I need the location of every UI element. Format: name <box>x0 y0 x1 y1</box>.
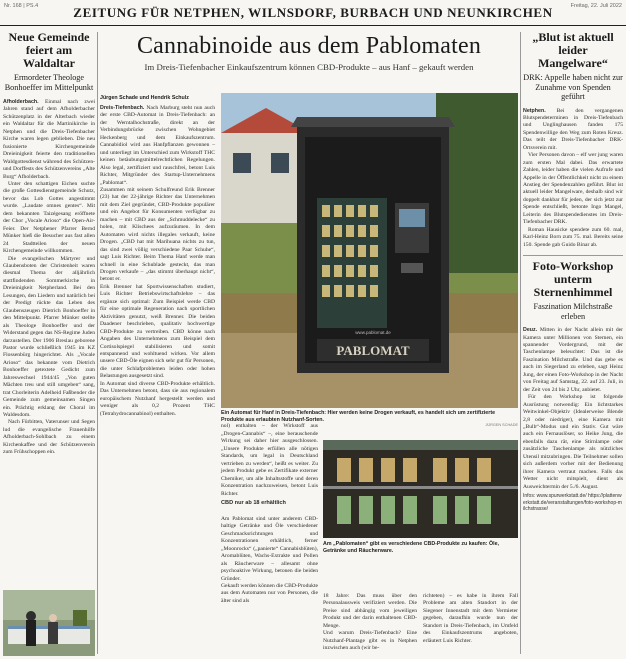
byline: Jürgen Schade und Hendrik Schulz <box>100 95 189 101</box>
right-paragraph: Roman Hausicke spendete zum 60. mal, Karl-Heinz Born zum 75. mal. Bereits seine 150. Spende gab Guido Binar ab. <box>523 226 623 248</box>
page-meta: Nr. 168 | PS.4 <box>4 3 39 9</box>
products-photo <box>323 440 518 538</box>
main-col-3: 18 Jahre: Das muss über den Personalausweis verifiziert werden. Die Preise sind abhängig vom jeweiligen Produkt und der darin enthaltenen CBD-Menge. Und warum Dreis-Tiefenbach? Eine Nutzhanf-Plantage gibt es in Netphen inzwischen auch (wir be- <box>323 593 417 652</box>
right-paragraph: Mitten in der Nacht allein mit der Kamera unter Millionen von Sternen, ein spannender Vordergrund, mit der Taschenlampe beleuchtet: Das ist die Faszination Milchstraße. Und das gebe es auch im Siegerland zu erleben, sagt Heinz Jung, der einen Foto-Workshop in der Nacht von Freitag auf Samstag, 22. auf 23. Juli, in der Zeit von 24 bis 2 Uhr, anbietet. <box>523 327 623 393</box>
page-header <box>0 0 626 26</box>
main-dateline: Dreis-Tiefenbach. <box>100 105 145 111</box>
photo2-caption: Am „Pablomaten“ gibt es verschiedene CBD-Produkte zu kaufen: Öle, Getränke und Räucherware. <box>323 541 500 554</box>
left-paragraph: Unter den schattigen Eichen suchte die große Gottesdienstgemeinde Schutz, bevor das Lob Gottes angestimmt wurde. „Laudate omnes gentes“. Mit dem bekannten Taizégesang eröffnete der Chor „Vocale Arioso“ die Open-Air-Feier. Der Netphener Pfarrer Bernd Münker hieß die Besucher aus fast allen 24 Stadtteilen der neuen Kirchengemeinde willkommen. <box>3 180 95 255</box>
right-body-1 <box>523 108 623 250</box>
pablomat-sign: PABLOMAT <box>336 343 410 358</box>
left-paragraph: Einmal nach zwei Jahren stand auf dem Afholderbacher Schützenplatz in der Alterbach wieder ein Waldaltar für die Martinikirche in Netphen und die Dreis-Tiefenbacher Kirche waren legen geblieben. Die neu fusionierte Kirchengemeinde Dreieinigkeit feierte den traditionellen Waldgottesdienst während des Schützen- und Dorffests des Schützenvereins „Alte Burg“ Afholderbach. <box>3 99 95 180</box>
right-headline-2: Foto-Workshop unterm Sternenhimmel <box>532 259 614 300</box>
main-col-1 <box>100 105 215 418</box>
column-rule <box>97 32 98 654</box>
right-dateline-2: Deuz. <box>523 327 538 334</box>
main-col-1-text: Nach Marburg steht nun auch der erste CBD-Automat in Dreis-Tiefenbach: an der Werntalhochstraße, direkt an der Verbindungsbrücke zwischen Wohngebiet Heckenberg und dem Einkaufszentrum. Cannabidiol wird aus Hanfpflanzen gewonnen – und unterliegt im Unterschied zum Wirkstoff THC keinen betäubungsmittelrechtlichen Regelungen. Also legal, zertifiziert und rauschfrei, betont Luis Richter, Mitgründer des Startup-Unternehmens „Pablomat“. Zusammen mit seinem Schulfreund Erik Brenner (23) hat der 22-jährige Richter das Unternehmen mit dem Ziel gegründet, CBD-Produkte populärer und ein Angebot für Konsumenten verfügbar zu machen – mit CBD aus der „Schmuddelecke“ zu holen, mit Klischees aufzuräumen. In dem Automaten wird nichts illegales verkauft, keine Drogen. „CBD hat mit Marihuana nichts zu tun, das sind zwei völlig verschiedene Paar Schuhe“, sagt Luis Richter. Beim Thema Hanf werde man schnell in eine Schublade gesteckt, das man Drogen verkaufe – „das stimmt überhaupt nicht“, betont er. Erik Brenner hat Sportwissenschaften studiert, Luis Richter Betriebswirtschaftslehre – das ergänze sich optimal: Zum Beispiel werde CBD für eine optimale Regeneration nach sportlichen Aktivitäten genutzt, weiß Brenner. Die beiden Daadener beschrieben, qualitativ hochwertige CBD-Produkte zu vertreiben. CBD könne nach Angaben des Unternehmens zum Beispiel dem Cortisolspiegel stabilisieren und somit entspannend und wohltuend wirken. Vor allem unsere CBD-Öle eignen sich sehr gut für Personen, die unter Schlafproblemen leiden oder hohen Belastungen ausgesetzt sind. In Automat sind diverse CBD-Produkte erhältlich. Das Unternehmen betont, dass sie aus regionalem europäischem Nutzhanf hergestellt werden und weniger als 0,2 Prozent THC (Tetrahydrocannabinol) enthalten. <box>100 105 215 417</box>
right-column <box>523 31 623 656</box>
main-col-2 <box>221 416 318 605</box>
right-paragraph: Für den Workshop ist folgende Ausrüstung notwendig: Ein lichtstarkes Weitwinkel-Objektiv (Idealerweise Blende 2,8 oder niedriger), eine Kamera mit „Bulb“-Modus und ein Stativ. Gut wäre auch ein Fernauslöser, so Heike Jung, die ebenfalls dazu rät, eine Stirnlampe oder zusätzliche Taschenlampe als nützliches Utensil mitzubringen. Die Teilnehmer sollen sich außerdem vorher mit der Bedienung ihrer Kamera vertraut machen. Falls das Wetter nicht mitspielt, dient als Ausweichtermin der 5./6. August. <box>523 394 623 490</box>
left-headline: Neue Gemeinde feiert am Waldaltar <box>8 31 90 70</box>
left-subline: Ermordeter Theologe Bonhoeffer im Mittelpunkt <box>4 73 94 92</box>
right-body-2 <box>523 327 623 491</box>
pablomat-url: www.pablomat.de <box>355 330 391 335</box>
main-subhead: CBD nur ab 18 erhältlich <box>221 499 286 506</box>
right-dateline-1: Netphen. <box>523 107 546 114</box>
altar-photo <box>3 590 95 656</box>
main-col-2-body: Am Pablomat sind unter anderem CBD-haltige Getränke und Öle verschiedener Geschmacksrichtungen und Konzentrationen erhältlich, ferner „Moonrocks“ („panierte“ Cannabisblüten), Aromablüten, Wachs-Extrakte und Pollen als Räucherware – allesamt ohne psychoaktive Wirkung, betonen die beiden Gründer. Gekauft werden können die CBD-Produkte aus dem Automaten nur von Personen, die älter sind als <box>221 515 318 604</box>
main-col-4: richteten) – es habe in ihrem Fall Probleme am alten Standort in der Siegener Innenstadt mit dem Vermieter gegeben, daraufhin wurde nun der Standort in Dreis-Tiefenbach, im Umfeld des Einkaufszentrums angeboten, erläutert Luis Richter. <box>423 593 518 644</box>
photo1-caption-block <box>221 410 518 427</box>
photo1-credit: JÜRGEN SCHADE <box>485 423 518 428</box>
main-col-2-intro: nol) enthalten – der Wirkstoff aus „Drogen-Cannabis“ –, eine berauschende Wirkung sei daher hier ausgeschlossen. „Unsere Produkte erfüllen alle nötigen Standards, um legal in Deutschland vertrieben zu werden“, heißt es weiter. Zu jedem Produkt gebe es Zertifikate externer Chemiker, um alle Inhaltsstoffe und deren Konzentration nachzuweisen, betont Luis Richter. <box>221 423 318 497</box>
left-body <box>3 99 95 457</box>
left-article <box>3 31 95 656</box>
issue-date: Freitag, 22. Juli 2022 <box>570 3 622 9</box>
photo1-caption: Ein Automat für Hanf in Dreis-Tiefenbach: Hier werden keine Drogen verkauft, es handelt sich um zertifizierte Produkte aus erlaubten Nutzhanf-Sorten. <box>221 410 496 423</box>
right-subline-1: DRK: Appelle haben nicht zur Zunahme von Spenden geführt <box>523 73 623 101</box>
right-paragraph: Bei den vergangenen Blutspendeterminen in Dreis-Tiefenbach und Unglinghausen fanden 175 Spendenwillige den Weg zum Roten Kreuz. Das teilt der Dreis-Tiefenbacher DRK-Ortsverein mit. <box>523 107 623 151</box>
main-headline: Cannabinoide aus dem Pablomaten <box>136 33 482 59</box>
vending-machine-photo <box>221 93 518 408</box>
right-headline-1: „Blut ist aktuell leider Mangelware“ <box>532 31 614 70</box>
column-rule <box>520 32 521 654</box>
info-url[interactable]: Infos: www.spurwerkstatt.de/ https://plattenwerkstatt.de/veranstaltungen/foto-workshop-milchstrasse/ <box>523 493 622 513</box>
article-divider <box>523 255 623 256</box>
left-dateline: Afholderbach. <box>3 99 39 105</box>
left-paragraph: Die evangelischen Märtyrer und Glaubensboten der Christenheit waren diesmal Thema der alljährlich stattfindenden Sommerkirche in Dreieinigkeit Netpherland. Bei den Lesungen, den Liedern und natürlich bei der Predigt rückte das Leben des Glaubenszeugen Dietrich Bonhoeffer in den Mittelpunkt. Pfarrer Münker stellte als Theologe Bonhoeffer und der Widerstand gegen das NS-Regime Juden darzustellen. Der 1906 Breslau geborene Pastor wurde schließlich 1945 im KZ Flossenbürg hingerichtet. Als „Vocale Arioso“ das bekannte vom Dietrich Bonhoeffer getextete Gedicht zum Jahreswechsel 1944/45 „Von guten Mächten treu und still umgeben“ sang, trat Chorleiterin Adelheid Faßbender die Gemeinde zum gemeinsamen Singen ein. Prächtig erklang der Choral im Waldesdom. <box>3 255 95 419</box>
left-paragraph: Nach Fürbitten, Vaterunser und Segen lud die evangelische Frauenhilfe Afholderbach-Sohlbach zu einem Kirchenkaffee und der Schützenverein zum Frühschoppen ein. <box>3 419 95 456</box>
masthead: ZEITUNG FÜR NETPHEN, WILNSDORF, BURBACH UND NEUNKIRCHEN <box>73 5 553 20</box>
main-subheadline: Im Dreis-Tiefenbacher Einkaufszentrum können CBD-Produkte – aus Hanf – gekauft werden <box>144 62 474 72</box>
right-subline-2: Faszination Milchstraße erleben <box>533 302 613 321</box>
photo2-caption-block <box>323 541 518 554</box>
right-paragraph: Vier Personen davon – elf wer jung waren zum ersten Mal dabei. Das erwartete Zahlen, leider haben die vielen Aufrufe und Appelle in der Öffentlichkeit nicht zu einem Anstieg der Spendenzahlen geführt. Blut ist aktuell leider Mangelware, deshalb sind wir doppelt dankbar für jeden, der sich jetzt zur Spende entschließt, betonte Ingo Mangel, Leiterin des Blutspendedienstes im Dreis-Tiefenbacher DRK. <box>523 152 623 226</box>
